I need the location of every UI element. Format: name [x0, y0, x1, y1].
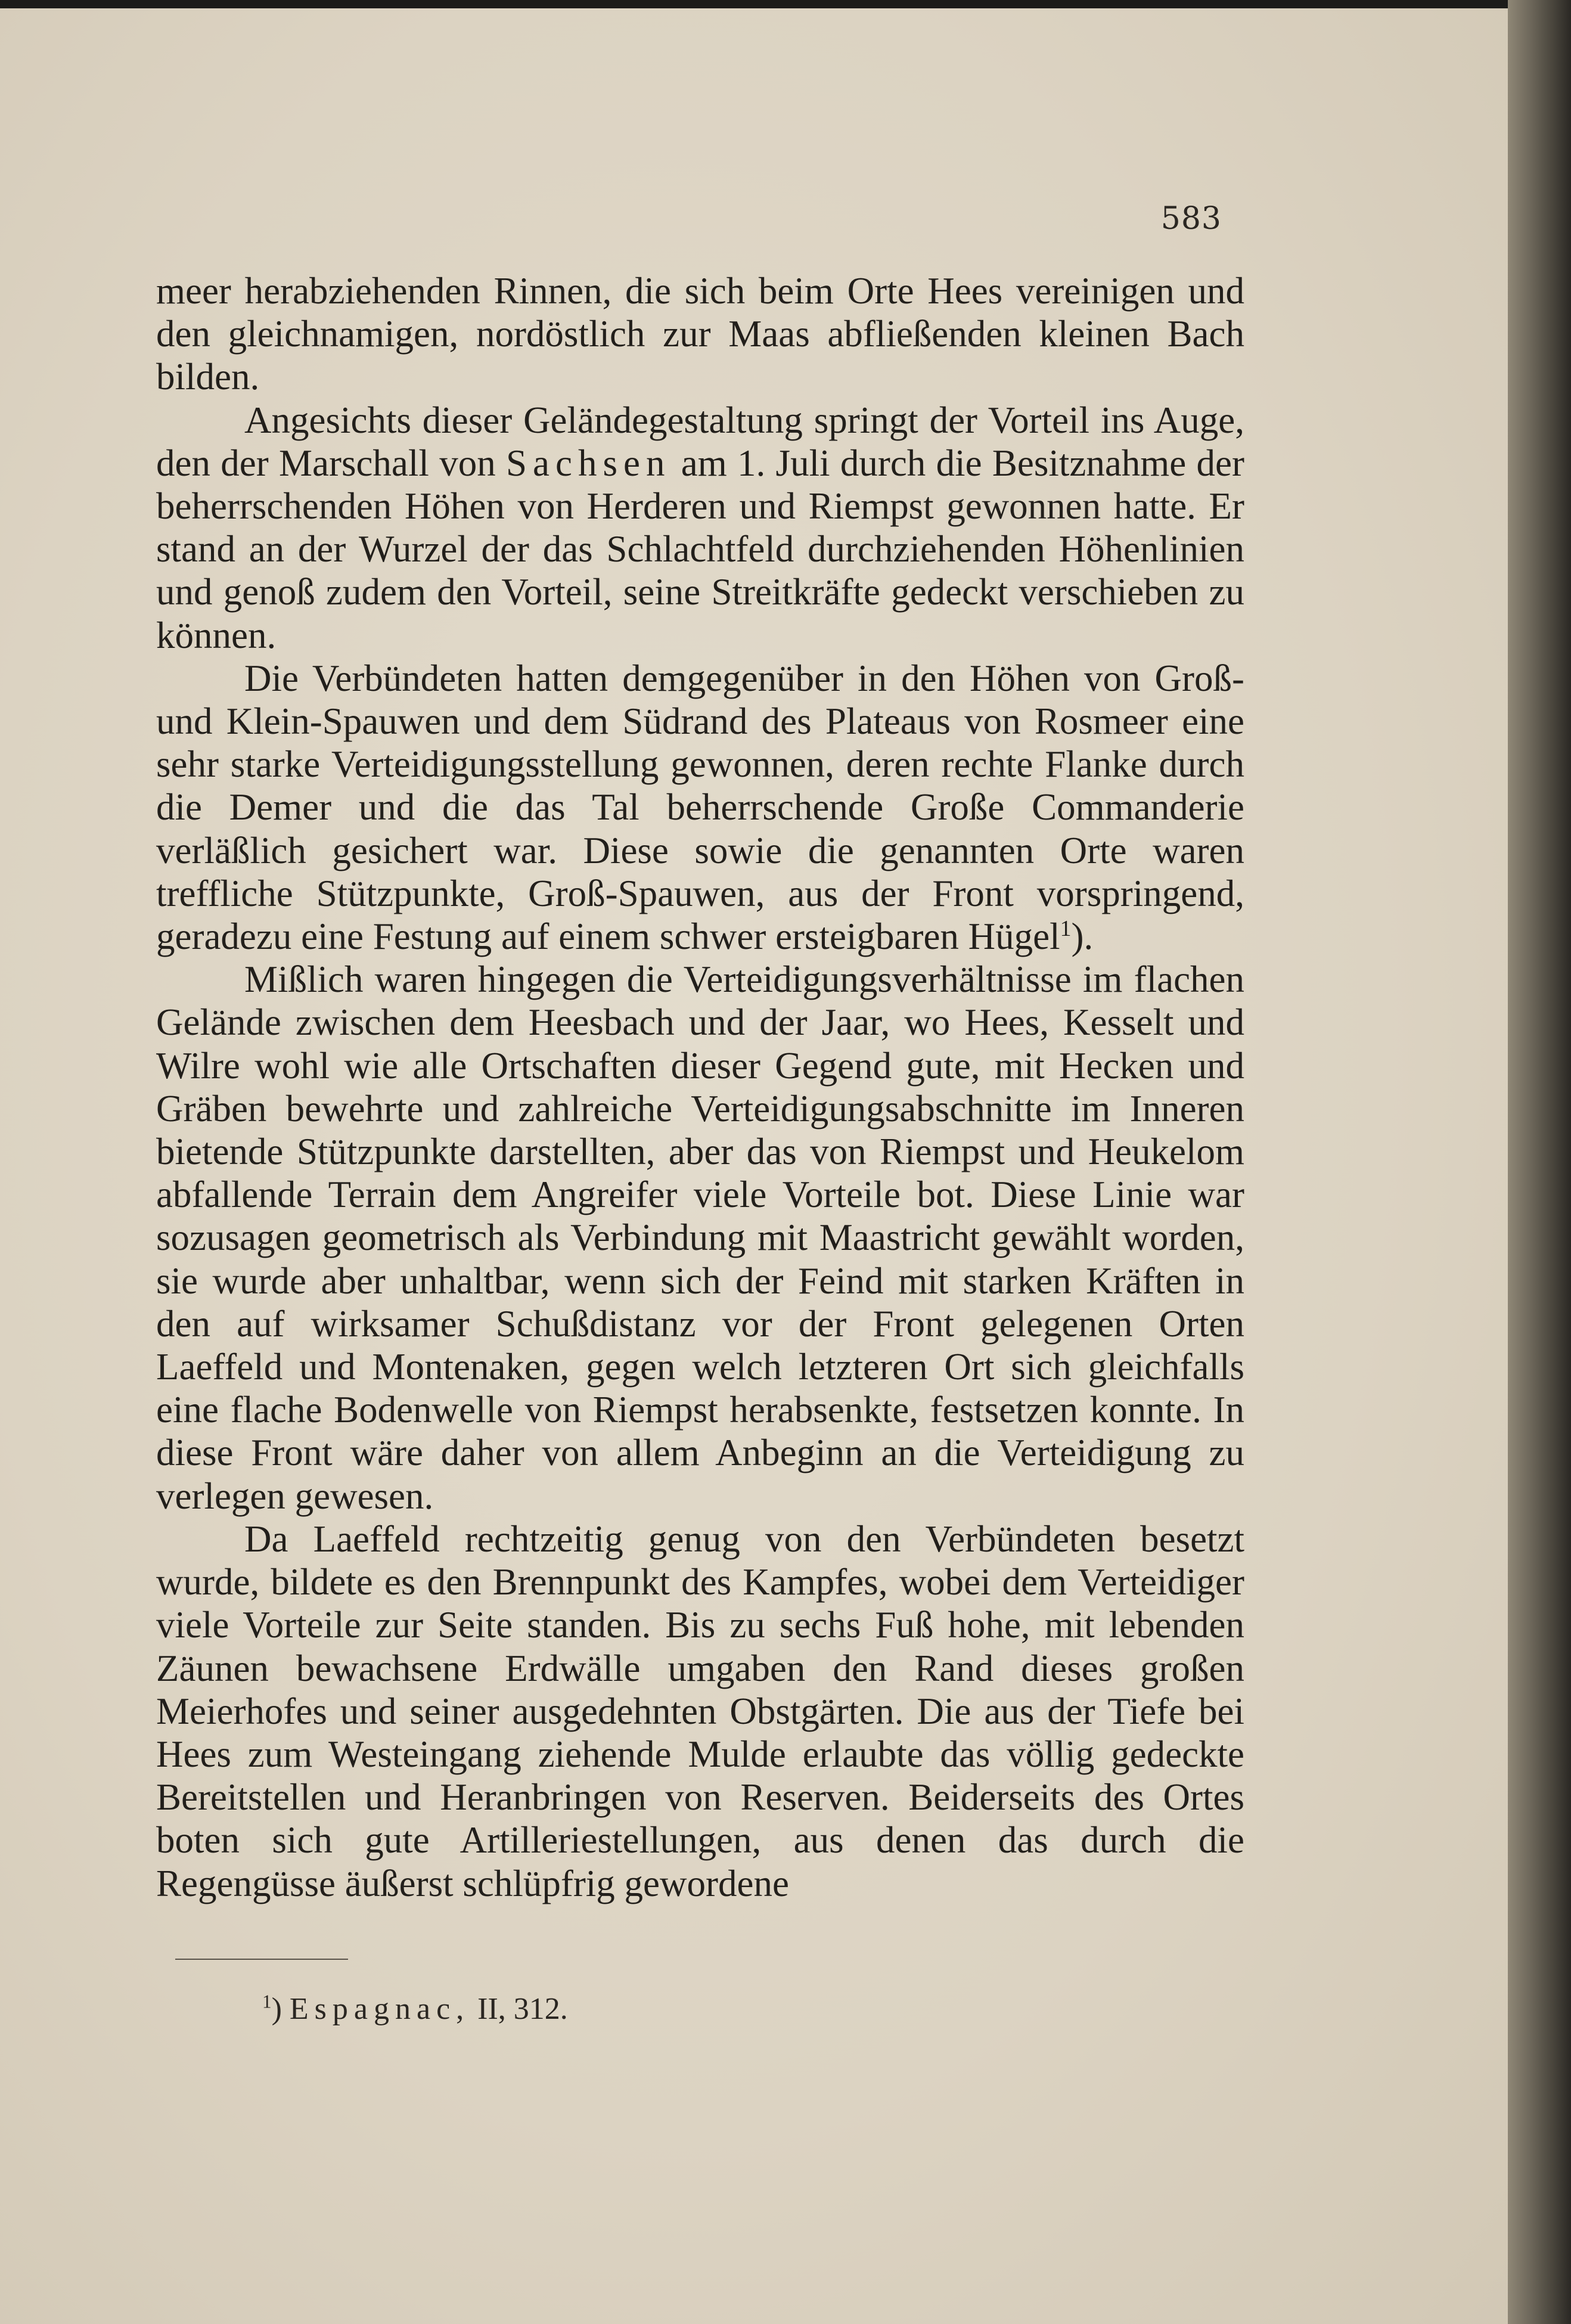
body-text — [156, 269, 1244, 1905]
footnote — [262, 1991, 1216, 2027]
paragraph-1: meer herabziehenden Rinnen, die sich beim Orte Hees vereinigen und den gleichnamigen, nordöstlich zur Maas abfließenden kleinen Bach bilden. — [156, 270, 1244, 398]
footnote-marker-close: ) — [271, 1992, 282, 2026]
paragraph-2-text-b: am 1. Juli durch die Besitznahme der beherrschenden Höhen von Herderen und Riempst gewonnen hatte. Er stand an der Wurzel der das Schlachtfeld durchziehenden Höhenlinien und genoß zudem den Vorteil, seine Streitkräfte gedeckt verschieben zu können. — [156, 442, 1244, 656]
footnote-reference-text: II, 312. — [470, 1992, 568, 2026]
footnote-divider — [175, 1959, 348, 1960]
book-page — [0, 8, 1508, 2324]
footnote-author: Espagnac, — [289, 1992, 470, 2026]
paragraph-2-text-a: Angesichts dieser Geländegestaltung springt der Vorteil ins Auge, den der Marschall von — [156, 399, 1244, 484]
footnote-reference: 1 — [1060, 916, 1072, 942]
book-page-edge — [1508, 0, 1571, 2324]
footnote-marker: 1 — [262, 1991, 272, 2012]
paragraph-5: Da Laeffeld rechtzeitig genug von den Verbündeten besetzt wurde, bildete es den Brennpunkt des Kampfes, wobei dem Verteidiger viele Vorteile zur Seite standen. Bis zu sechs Fuß hohe, mit lebenden Zäunen bewachsene Erdwälle umgaben den Rand dieses großen Meierhofes und seiner ausgedehnten Obstgärten. Die aus der Tiefe bei Hees zum Westeingang ziehende Mulde erlaubte das völlig gedeckte Bereitstellen und Heranbringen von Reserven. Beiderseits des Ortes boten sich gute Artilleriestellungen, aus denen das durch die Regengüsse äußerst schlüpfrig gewordene — [156, 1518, 1244, 1904]
paragraph-3-text: Die Verbündeten hatten demgegenüber in den Höhen von Groß- und Klein-Spauwen und dem Südrand des Plateaus von Rosmeer eine sehr starke Verteidigungsstellung gewonnen, deren rechte Flanke durch die Demer und die das Tal beherrschende Große Commanderie verläßlich gesichert war. Diese sowie die genannten Orte waren treffliche Stützpunkte, Groß-Spauwen, aus der Front vorspringend, geradezu eine Festung auf einem schwer ersteigbaren Hügel — [156, 657, 1244, 958]
paragraph-3 — [156, 657, 1244, 958]
page-number: 583 — [1160, 201, 1222, 237]
paragraph-2 — [156, 399, 1244, 657]
paragraph-4: Mißlich waren hingegen die Verteidigungsverhältnisse im flachen Gelände zwischen dem Heesbach und der Jaar, wo Hees, Kesselt und Wilre wohl wie alle Ortschaften dieser Gegend gute, mit Hecken und Gräben bewehrte und zahlreiche Verteidigungsabschnitte im Inneren bietende Stützpunkte darstellten, aber das von Riempst und Heukelom abfallende Terrain dem Angreifer viele Vorteile bot. Diese Linie war sozusagen geometrisch als Verbindung mit Maastricht gewählt worden, sie wurde aber unhaltbar, wenn sich der Feind mit starken Kräften in den auf wirksamer Schußdistanz vor der Front gelegenen Orten Laeffeld und Montenaken, gegen welch letzteren Ort sich gleichfalls eine flache Bodenwelle von Riempst herabsenkte, festsetzen konnte. In diese Front wäre daher von allem Anbeginn an die Verteidigung zu verlegen gewesen. — [156, 958, 1244, 1517]
paragraph-3-end: ). — [1071, 916, 1094, 958]
spaced-name-sachsen: Sachsen — [506, 442, 671, 484]
